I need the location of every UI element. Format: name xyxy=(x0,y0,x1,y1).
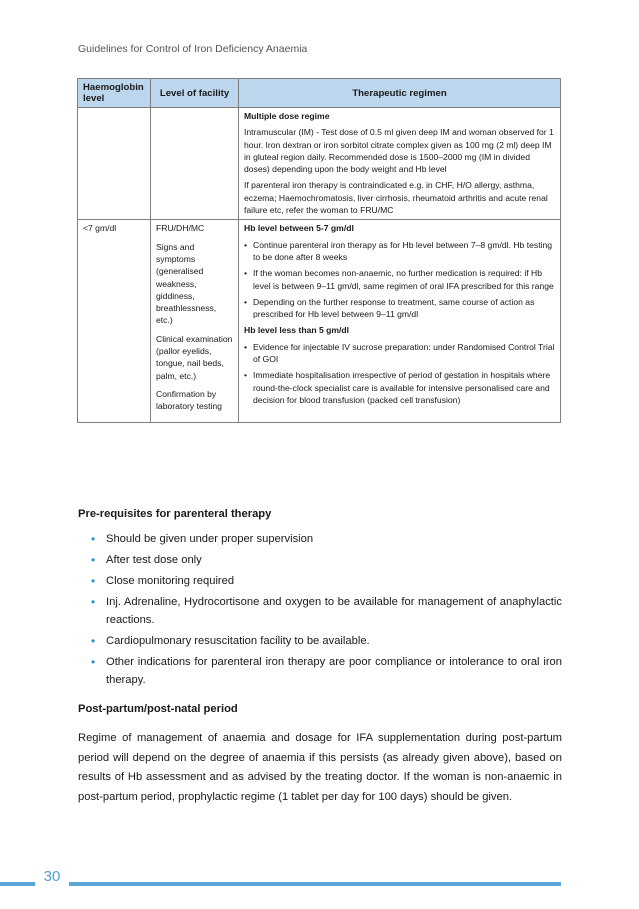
list-item: • Other indications for parenteral iron therapy are poor compliance or intolerance to oral iron therapy. xyxy=(91,655,562,686)
bullet-icon: • xyxy=(244,268,248,279)
facility-confirmation: Confirmation by laboratory testing xyxy=(156,388,222,412)
running-header: Guidelines for Control of Iron Deficiency Anaemia xyxy=(78,43,308,55)
list-item: • Evidence for injectable IV sucrose preparation: under Randomised Control Trial of GOI xyxy=(244,341,555,365)
cell-facility xyxy=(151,220,239,422)
page-number: 30 xyxy=(43,868,61,885)
therapeutic-regimen-table xyxy=(77,78,561,423)
list-item: • After test dose only xyxy=(91,553,202,567)
table-header-row xyxy=(78,79,561,108)
list-item: • If the woman becomes non-anaemic, no further medication is required: if Hb level is between 9–11 gm/dl, same regimen of oral IFA prescribed for this range xyxy=(244,268,554,291)
multiple-dose-heading: Multiple dose regime xyxy=(244,111,330,121)
bullet-icon: • xyxy=(244,370,248,381)
table-row xyxy=(78,108,561,220)
cell-regimen xyxy=(239,220,561,422)
cell-facility-empty xyxy=(151,108,239,220)
list-item: • Close monitoring required xyxy=(91,574,235,588)
cell-hb-empty xyxy=(78,108,151,220)
prerequisites-heading: Pre-requisites for parenteral therapy xyxy=(78,508,272,520)
hb-5-7-heading: Hb level between 5-7 gm/dl xyxy=(244,223,354,234)
header-haemoglobin-level: Haemoglobin level xyxy=(78,79,151,108)
facility-name: FRU/DH/MC xyxy=(156,223,205,234)
list-item: • Should be given under proper supervision xyxy=(91,532,314,546)
list-item: • Immediate hospitalisation irrespective of period of gestation in hospitals where round-the-clock specialist care is available for intensive personalised care and decision for blood transfusion (packed cell transfusion) xyxy=(244,370,551,405)
prerequisites-list xyxy=(78,530,562,692)
facility-signs: Signs and symptoms (generalised weakness, giddiness, breathlessness, etc.) xyxy=(156,241,217,326)
postpartum-paragraph: Regime of management of anaemia and dosage for IFA supplementation during post-partum period will depend on the degree of anaemia if this persists (as already given above), based on results of Hb assessment and as advised by the treating doctor. If the woman is non-anaemic in post-partum period, prophylactic regime (1 tablet per day for 100 days) should be given. xyxy=(78,732,562,803)
bullet-icon: • xyxy=(91,634,96,648)
footer-bar xyxy=(0,882,561,886)
cell-regimen xyxy=(239,108,561,220)
bullet-icon: • xyxy=(244,239,248,250)
header-therapeutic-regimen: Therapeutic regimen xyxy=(239,79,561,108)
list-item: • Depending on the further response to treatment, same course of action as prescribed for Hb level between 9–11 gm/dl xyxy=(244,296,535,320)
postpartum-heading: Post-partum/post-natal period xyxy=(78,703,238,715)
bullet-icon: • xyxy=(244,341,248,352)
contraindication-text: If parenteral iron therapy is contraindicated e.g. in CHF, H/O allergy, asthma, eczema; Haemochromatosis, liver cirrhosis, rheumatoid arthritis and acute renal failure etc, refer the woman to FRU/MC xyxy=(244,180,548,216)
hb-below-5-heading: Hb level less than 5 gm/dl xyxy=(244,325,350,336)
bullet-icon: • xyxy=(91,655,96,669)
bullet-icon: • xyxy=(244,296,248,307)
bullet-icon: • xyxy=(91,532,96,546)
bullet-icon: • xyxy=(91,553,96,567)
list-item: • Continue parenteral iron therapy as for Hb level between 7–8 gm/dl. Hb testing to be done after 8 weeks xyxy=(244,239,553,262)
bullet-icon: • xyxy=(91,595,96,609)
table-row xyxy=(78,220,561,422)
list-item: • Cardiopulmonary resuscitation facility to be available. xyxy=(91,634,370,648)
im-regime-text: Intramuscular (IM) - Test dose of 0.5 ml given deep IM and woman observed for 1 hour. Iron dextran or iron sorbitol citrate complex given as 100 mg (2 ml) deep IM in gluteal region daily. Recommended dose is 1500–2000 mg (IM in divided doses) depending upon the body weight and Hb level xyxy=(244,127,554,175)
bullet-icon: • xyxy=(91,574,96,588)
facility-examination: Clinical examination (pallor eyelids, tongue, nail beds, palm, etc.) xyxy=(156,333,233,381)
header-level-of-facility: Level of facility xyxy=(151,79,239,108)
list-item: • Inj. Adrenaline, Hydrocortisone and oxygen to be available for management of anaphylactic reactions. xyxy=(91,595,562,626)
cell-hb-level: <7 gm/dl xyxy=(78,220,151,422)
